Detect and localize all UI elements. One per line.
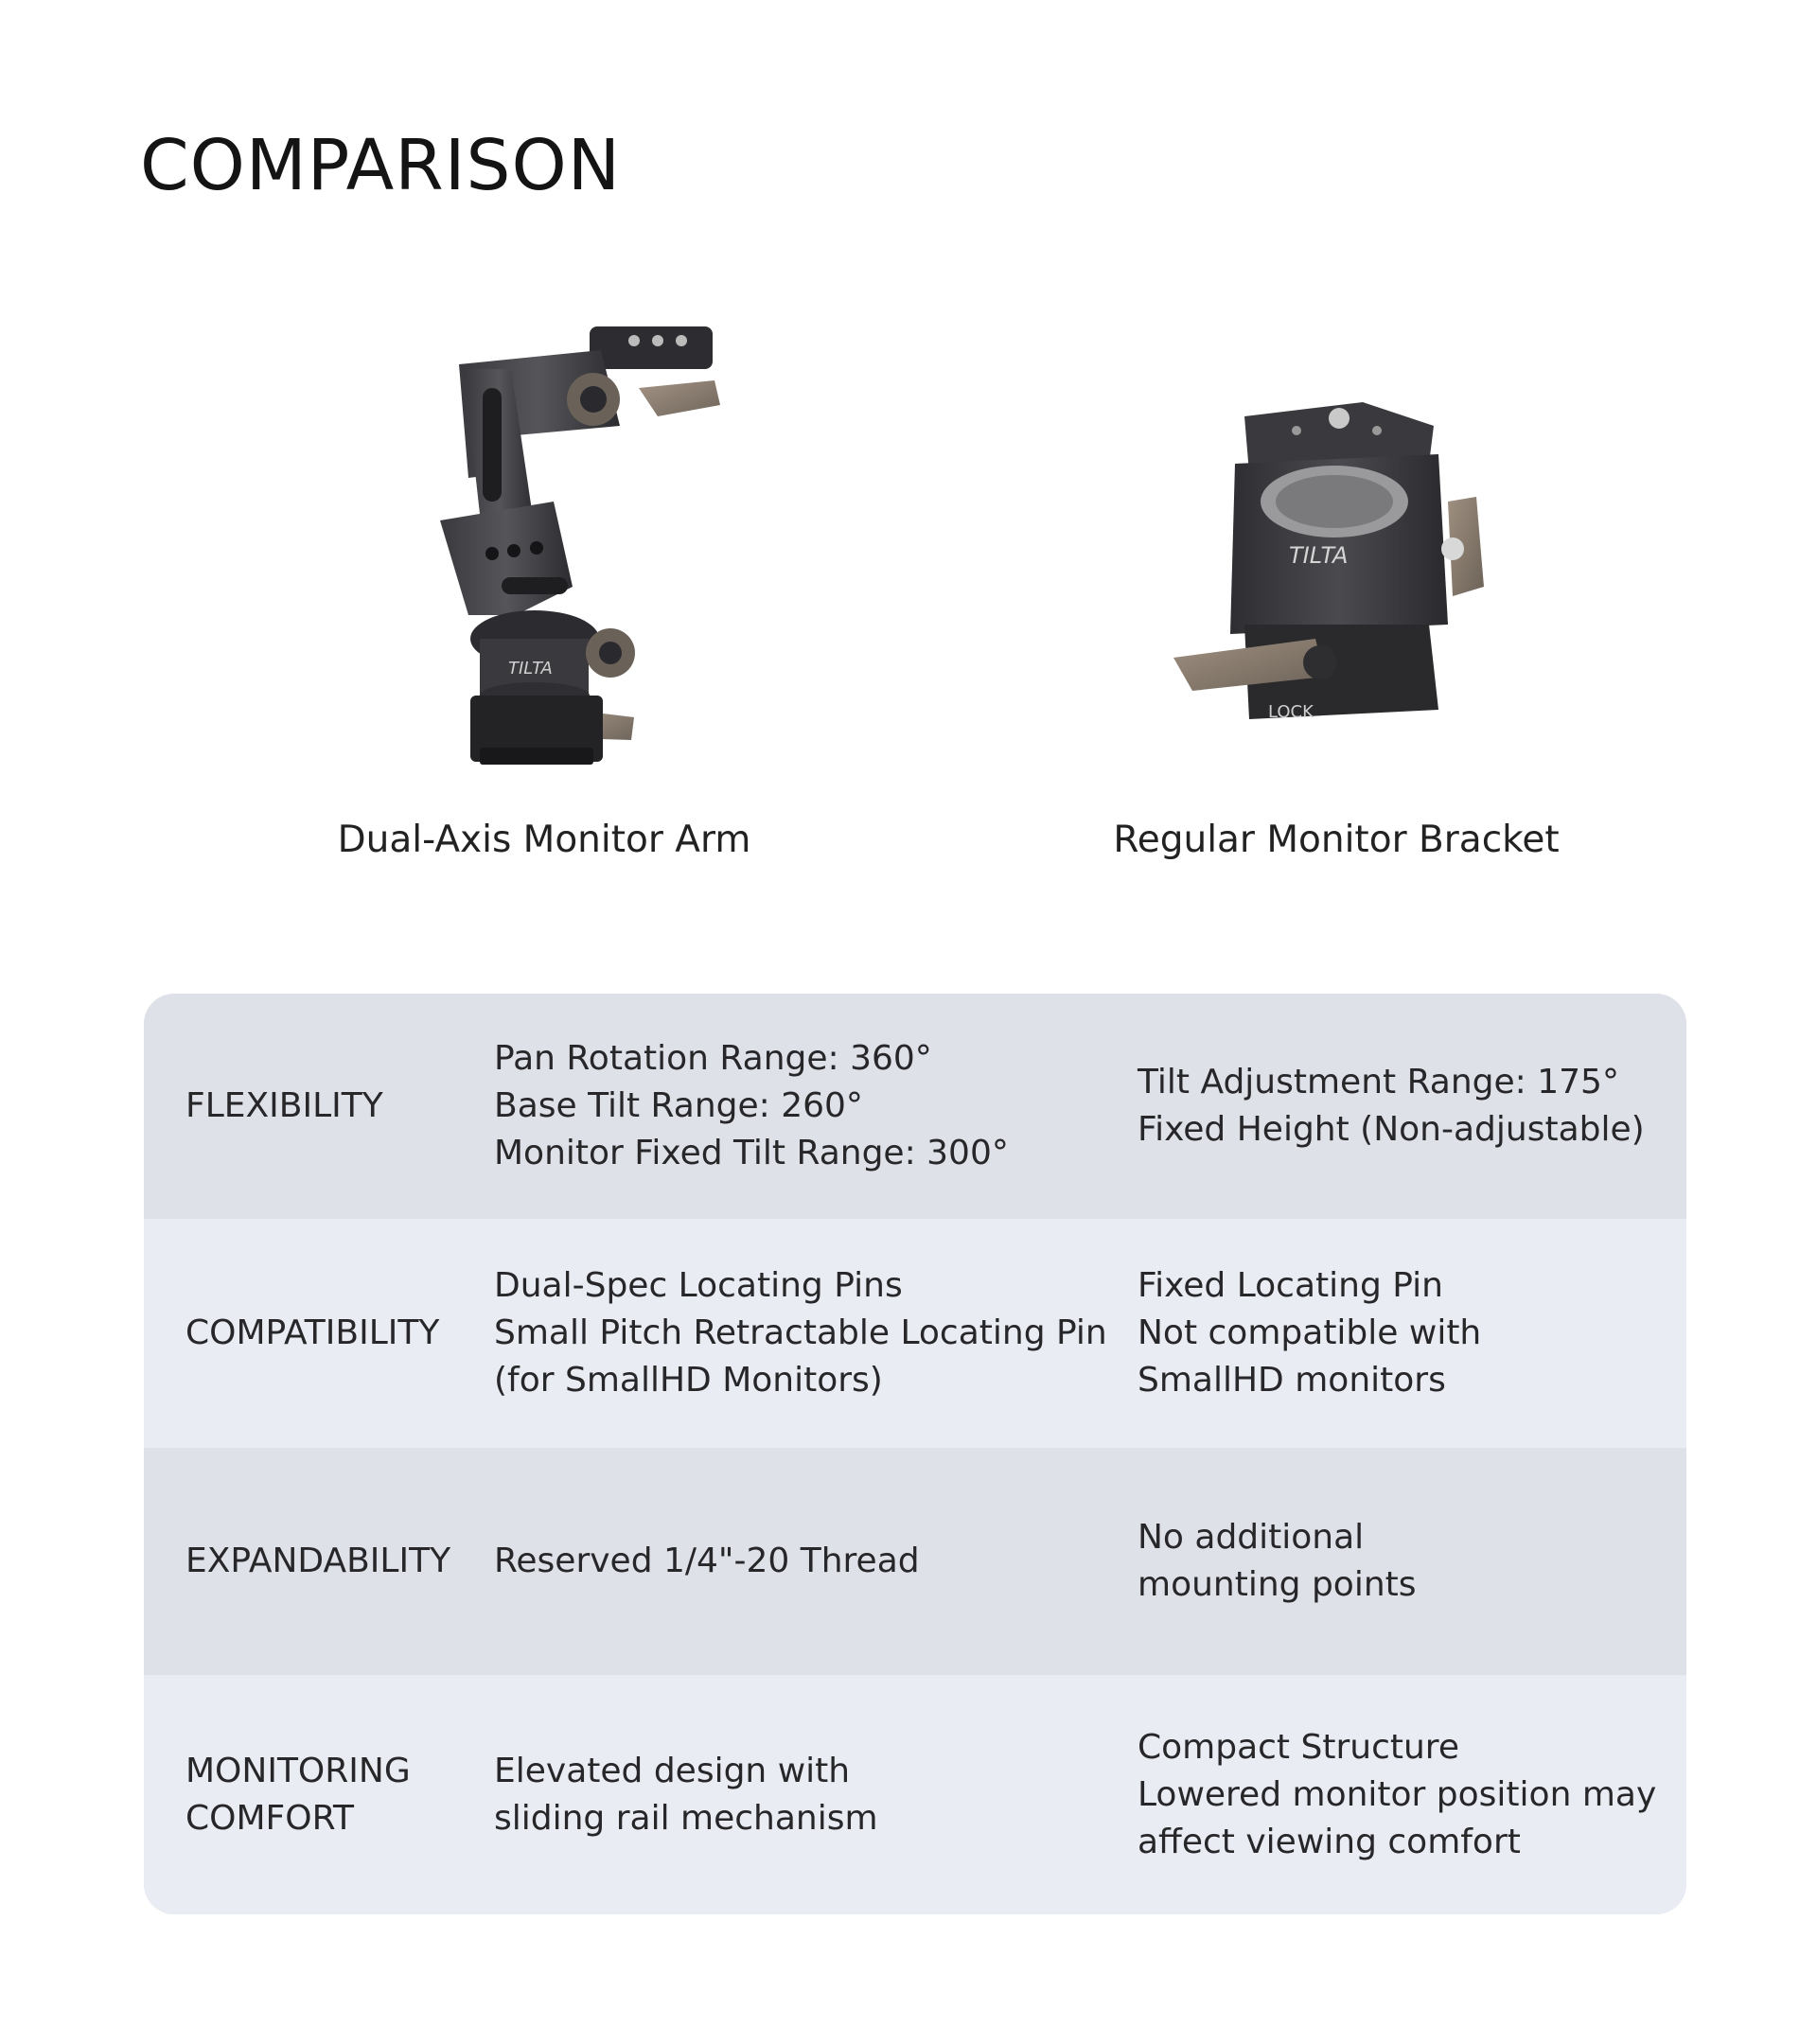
left-logo-text: TILTA — [508, 659, 553, 678]
regular-bracket-value: Fixed Locating Pin Not compatible with SmallHD monitors — [1138, 1266, 1482, 1400]
dual-axis-value: Elevated design with sliding rail mechanism — [494, 1751, 878, 1838]
row-label: COMPATIBILITY — [185, 1313, 440, 1352]
lock-text: LOCK — [1268, 702, 1314, 722]
regular-bracket-value: No additional mounting points — [1138, 1518, 1417, 1604]
dual-axis-value: Reserved 1/4"-20 Thread — [494, 1542, 920, 1580]
table-row-compatibility — [144, 1219, 1686, 1448]
regular-bracket-value: Tilt Adjustment Range: 175° Fixed Height (Non-adjustable) — [1138, 1063, 1645, 1149]
row-label: FLEXIBILITY — [185, 1086, 383, 1125]
monitor-bracket-image — [1050, 312, 1618, 785]
page-title: COMPARISON — [140, 125, 622, 206]
dual-axis-value: Dual-Spec Locating Pins Small Pitch Retractable Locating Pin (for SmallHD Monitors) — [494, 1266, 1107, 1400]
comparison-table — [144, 994, 1686, 1914]
right-logo-text: TILTA — [1289, 542, 1349, 569]
row-label: MONITORING COMFORT — [185, 1751, 411, 1838]
table-row-expandability — [144, 1448, 1686, 1675]
product-name-right: Regular Monitor Bracket — [1113, 819, 1560, 861]
dual-axis-value: Pan Rotation Range: 360° Base Tilt Range: 260° Monitor Fixed Tilt Range: 300° — [494, 1039, 1009, 1172]
row-label: EXPANDABILITY — [185, 1542, 451, 1580]
table-row-monitoring-comfort — [144, 1675, 1686, 1914]
product-name-left: Dual-Axis Monitor Arm — [337, 819, 751, 861]
table-row-flexibility — [144, 994, 1686, 1219]
dual-axis-arm-image — [260, 312, 828, 785]
regular-bracket-value: Compact Structure Lowered monitor position may affect viewing comfort — [1138, 1727, 1657, 1861]
